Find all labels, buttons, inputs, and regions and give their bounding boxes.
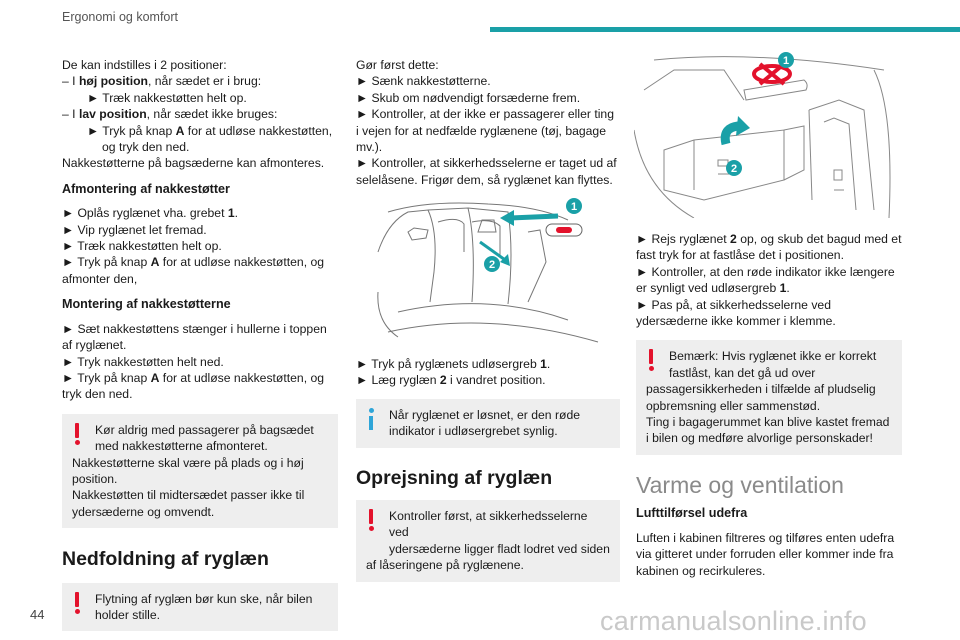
warning-text: Nakkestøtten til midtersædet passer ikke til ydersæderne og omvendt. <box>72 488 305 519</box>
info-icon <box>368 408 374 430</box>
position-high-step: ► Træk nakkestøtten helt op. <box>87 90 247 105</box>
rear-seat-illustration <box>368 192 618 344</box>
mounting-step-3: ► Tryk på knap A for at udløse nakkestøtten, og tryk den ned. <box>62 370 325 402</box>
removal-step-3: ► Træk nakkestøtten helt op. <box>62 239 222 254</box>
raising-heading: Oprejsning af ryglæn <box>356 466 553 489</box>
header-accent-bar <box>490 27 960 32</box>
mounting-step-1: ► Sæt nakkestøttens stænger i hullerne i toppen af ryglænet. <box>62 321 327 353</box>
warning-text: ydersæderne ligger fladt lodret ved siden <box>389 541 610 556</box>
removal-step-4: ► Tryk på knap A for at udløse nakkestøtten, og afmonter den, <box>62 255 325 286</box>
fold-step-2: ► Læg ryglæn 2 i vandret position. <box>356 373 546 388</box>
warning-box-headrests <box>62 414 338 528</box>
release-lever-icon <box>546 224 582 236</box>
warning-icon <box>368 509 374 531</box>
air-intake-body: Luften i kabinen filtreres og tilføres enten udefra via gitteret under forruden eller kommer inde fra kabinen og recirkuleres. <box>636 530 895 578</box>
column-2-lower <box>356 356 620 582</box>
warning-text: af låseringene på ryglænene. <box>366 558 524 573</box>
prep-step-3: ► Kontroller, at der ikke er passagerer eller ting i vejen for at nedfælde ryglænene (tøj, bagage mv.). <box>356 107 614 155</box>
warning-text: fastlåst, kan det gå ud over <box>669 365 816 380</box>
warning-box-locking <box>636 340 902 454</box>
warning-text: passagersikkerheden i tilfælde af pludselig opbremsning eller sammenstød. <box>646 382 876 413</box>
info-text: Når ryglænet er løsnet, er den røde <box>389 407 581 422</box>
column-1 <box>62 57 338 631</box>
warning-text: Bemærk: Hvis ryglænet ikke er korrekt <box>669 349 877 364</box>
prep-step-1: ► Sænk nakkestøtterne. <box>356 74 491 89</box>
heating-heading: Varme og ventilation <box>636 471 844 498</box>
removal-heading: Afmontering af nakkestøtter <box>62 181 230 196</box>
info-box-indicator <box>356 399 620 448</box>
raise-step-3: ► Pas på, at sikkerhedsselerne ved ydersæderne ikke kommer i klemme. <box>636 297 836 329</box>
warning-text: Flytning af ryglæn bør kun ske, når bilen <box>95 591 313 606</box>
warning-icon <box>648 349 654 371</box>
warning-icon <box>74 423 80 445</box>
fold-step-1: ► Tryk på ryglænets udløsergreb 1. <box>356 357 551 371</box>
figure-callout-1: 1 <box>782 55 790 67</box>
warning-text: Kontroller først, at sikkerhedsselerne ved <box>389 509 588 540</box>
raise-step-1: ► Rejs ryglænet 2 op, og skub det bagud med et fast tryk for at fastlåse det i positionen. <box>636 232 902 263</box>
page-number: 44 <box>30 607 45 622</box>
intro-text: De kan indstilles i 2 positioner: <box>62 58 227 72</box>
figure-callout-2: 2 <box>730 163 738 175</box>
warning-box-folding <box>62 583 338 632</box>
warning-text: Nakkestøtterne skal være på plads og i høj position. <box>72 455 304 486</box>
mounting-step-2: ► Tryk nakkestøtten helt ned. <box>62 354 224 369</box>
position-low: – I lav position, når sædet ikke bruges: <box>62 107 278 122</box>
figure-callout-1: 1 <box>570 201 578 213</box>
warning-icon <box>74 592 80 614</box>
header-title: Ergonomi og komfort <box>62 10 179 24</box>
watermark: carmanualsonline.info <box>600 606 867 636</box>
removal-step-2: ► Vip ryglænet let fremad. <box>62 222 207 237</box>
first-do-this: Gør først dette: <box>356 58 439 72</box>
position-low-step-cont: og tryk den ned. <box>102 140 190 155</box>
folding-heading: Nedfoldning af ryglæn <box>62 548 269 571</box>
air-intake-heading: Lufttilførsel udefra <box>636 506 748 521</box>
warning-text: holder stille. <box>95 607 161 622</box>
warning-text: Ting i bagagerummet kan blive kastet fremad i bilen og medføre alvorlige personskader! <box>646 415 890 446</box>
prep-step-4: ► Kontroller, at sikkerhedsselerne er taget ud af selelåsene. Frigør dem, så ryglænet kan flyttes. <box>356 156 617 187</box>
figure-callout-2: 2 <box>488 259 496 271</box>
column-3 <box>636 231 902 579</box>
warning-box-raising <box>356 500 620 582</box>
seat-raise-illustration <box>634 50 896 218</box>
warning-text: Kør aldrig med passagerer på bagsædet <box>95 422 314 437</box>
mounting-heading: Montering af nakkestøtterne <box>62 297 231 312</box>
prep-step-2: ► Skub om nødvendigt forsæderne frem. <box>356 90 581 105</box>
rear-headrest-note: Nakkestøtterne på bagsæderne kan afmonteres. <box>62 156 325 171</box>
column-2 <box>356 57 620 188</box>
raise-step-2: ► Kontroller, at den røde indikator ikke længere er synligt ved udløsergreb 1. <box>636 264 895 296</box>
removal-step-1: ► Oplås ryglænet vha. grebet 1. <box>62 206 239 221</box>
position-low-step: ► Tryk på knap A for at udløse nakkestøtten, <box>87 123 333 138</box>
info-text: indikator i udløsergrebet synlig. <box>389 424 558 439</box>
position-high: – I høj position, når sædet er i brug: <box>62 74 262 89</box>
warning-text: med nakkestøtterne afmonteret. <box>95 439 268 454</box>
